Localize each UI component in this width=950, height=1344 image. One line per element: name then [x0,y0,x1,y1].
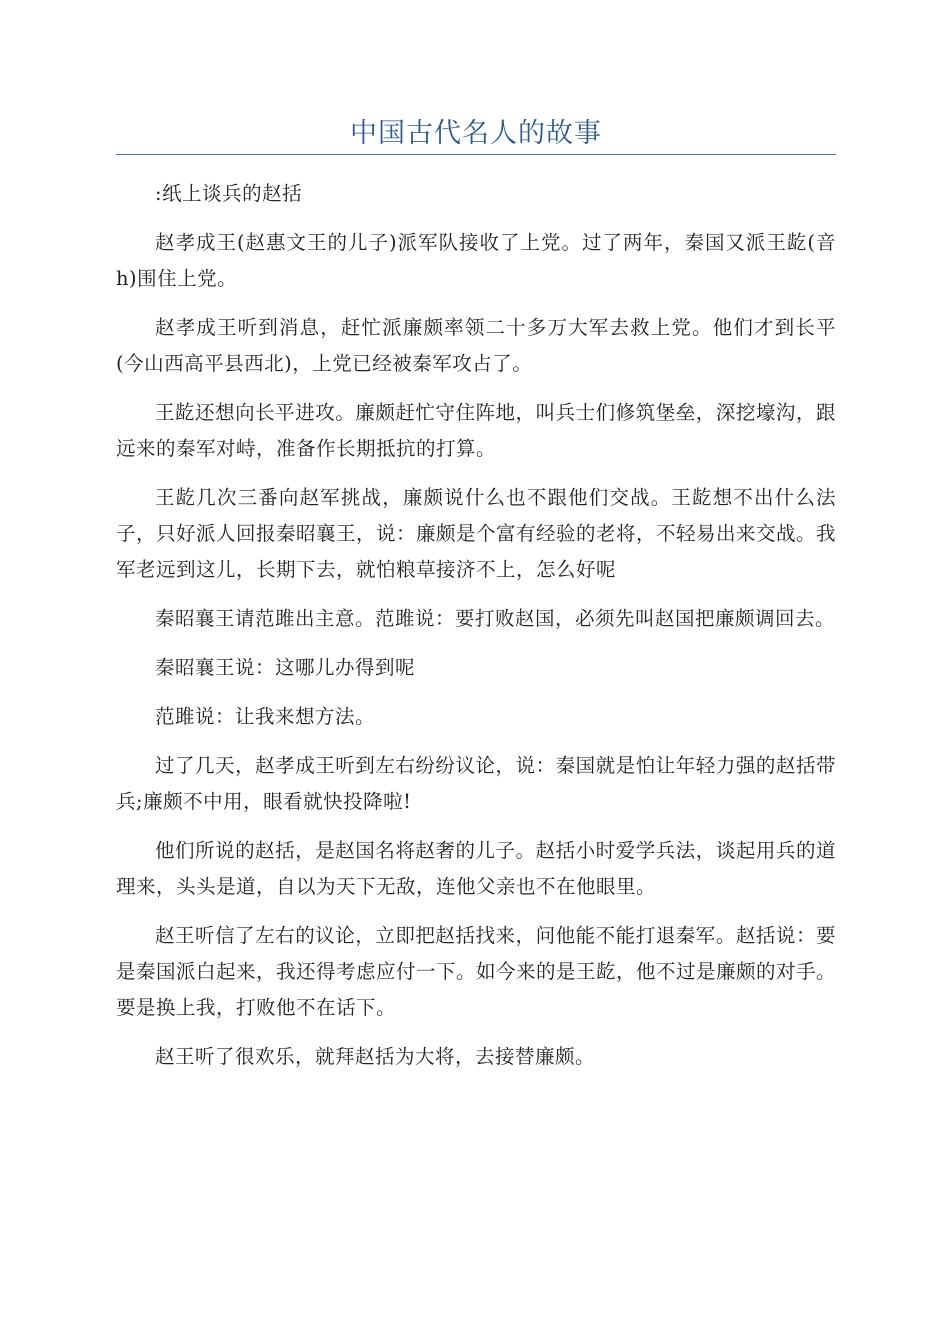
paragraph: 赵王听信了左右的议论，立即把赵括找来，问他能不能打退秦军。赵括说：要是秦国派白起来，我还得考虑应付一下。如今来的是王龁，他不过是廉颇的对手。要是换上我，打败他不在话下。 [116,924,837,1019]
paragraph: 过了几天，赵孝成王听到左右纷纷议论，说：秦国就是怕让年轻力强的赵括带兵;廉颇不中用，眼看就快投降啦! [116,754,836,813]
document-title: 中国古代名人的故事 [350,118,602,149]
paragraph: 秦昭襄王请范雎出主意。范雎说：要打败赵国，必须先叫赵国把廉颇调回去。 [155,607,836,630]
paragraph: :纸上谈兵的赵括 [155,182,303,205]
paragraph: 王龁还想向长平进攻。廉颇赶忙守住阵地，叫兵士们修筑堡垒，深挖壕沟，跟远来的秦军对峙，准备作长期抵抗的打算。 [116,401,836,460]
paragraph: 赵孝成王(赵惠文王的儿子)派军队接收了上党。过了两年，秦国又派王龁(音h)围住上党。 [116,231,836,290]
paragraph: 王龁几次三番向赵军挑战，廉颇说什么也不跟他们交战。王龁想不出什么法子，只好派人回报秦昭襄王，说：廉颇是个富有经验的老将，不轻易出来交战。我军老远到这儿，长期下去，就怕粮草接济不上，怎么好呢 [116,486,837,581]
paragraph: 范雎说：让我来想方法。 [155,705,376,728]
paragraph: 他们所说的赵括，是赵国名将赵奢的儿子。赵括小时爱学兵法，谈起用兵的道理来，头头是道，自以为天下无敌，连他父亲也不在他眼里。 [116,839,836,898]
title-underline [116,154,836,155]
document-body [116,176,836,1088]
paragraph: 赵王听了很欢乐，就拜赵括为大将，去接替廉颇。 [155,1045,596,1068]
paragraph: 赵孝成王听到消息，赶忙派廉颇率领二十多万大军去救上党。他们才到长平(今山西高平县西北)，上党已经被秦军攻占了。 [116,316,836,375]
paragraph: 秦昭襄王说：这哪儿办得到呢 [155,656,416,679]
